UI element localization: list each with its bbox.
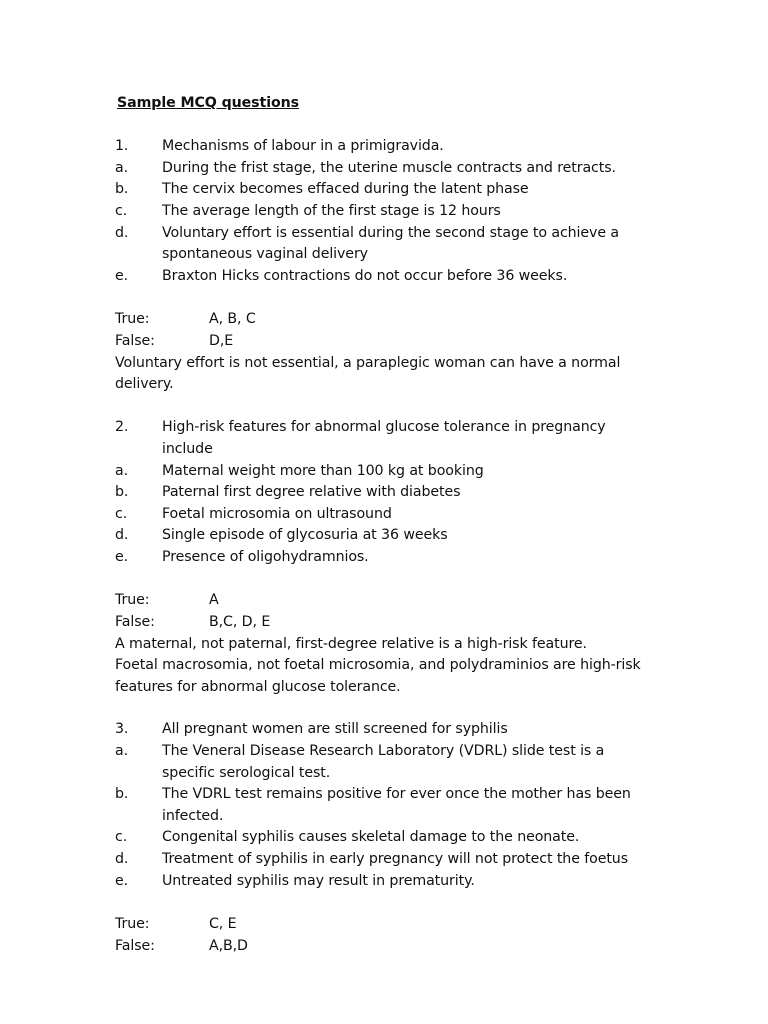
option-letter: e. [115, 267, 129, 284]
question-number: 2. [115, 419, 129, 435]
option-text: Treatment of syphilis in early pregnancy will not protect the foetus [162, 850, 628, 867]
option-letter: a. [115, 159, 129, 176]
explanation-text: A maternal, not paternal, first-degree relative is a high-risk feature. [115, 635, 587, 652]
false-answers: B,C, D, E [209, 613, 271, 630]
question-number: 3. [115, 721, 129, 737]
option-letter: b. [115, 786, 129, 802]
option-letter: d. [115, 224, 129, 241]
option-letter: b. [115, 181, 129, 197]
option-letter: b. [115, 484, 129, 500]
option-letter: c. [115, 202, 128, 219]
explanation-text: features for abnormal glucose tolerance. [115, 678, 401, 695]
option-text: spontaneous vaginal delivery [162, 246, 368, 262]
explanation-text: delivery. [115, 376, 174, 392]
option-text: specific serological test. [162, 764, 331, 781]
option-letter: a. [115, 462, 129, 479]
explanation-text: Voluntary effort is not essential, a paraplegic woman can have a normal [115, 354, 621, 371]
false-label: False: [115, 613, 155, 630]
question-number: 1. [115, 138, 129, 154]
option-letter: d. [115, 850, 129, 867]
option-text: Foetal microsomia on ultrasound [162, 505, 392, 522]
option-text: The Veneral Disease Research Laboratory (VDRL) slide test is a [162, 743, 605, 759]
true-answers: C, E [209, 916, 237, 932]
true-label: True: [115, 916, 150, 932]
false-label: False: [115, 332, 155, 349]
false-label: False: [115, 937, 155, 954]
option-text: The VDRL test remains positive for ever once the mother has been [162, 786, 631, 802]
option-letter: e. [115, 548, 129, 565]
false-answers: D,E [209, 332, 234, 349]
explanation-text: Foetal macrosomia, not foetal microsomia, and polydraminios are high-risk [115, 657, 641, 673]
option-letter: c. [115, 829, 128, 845]
question-text: Mechanisms of labour in a primigravida. [162, 138, 444, 154]
false-answers: A,B,D [209, 937, 248, 954]
true-answers: A, B, C [209, 311, 256, 327]
true-label: True: [115, 592, 150, 608]
question-text: High-risk features for abnormal glucose tolerance in pregnancy [162, 419, 606, 435]
true-answers: A [209, 592, 219, 608]
option-text: infected. [162, 807, 224, 824]
option-letter: c. [115, 505, 128, 522]
option-letter: d. [115, 527, 129, 543]
option-text: Braxton Hicks contractions do not occur before 36 weeks. [162, 267, 568, 284]
option-text: Congenital syphilis causes skeletal damage to the neonate. [162, 829, 580, 845]
option-text: Voluntary effort is essential during the second stage to achieve a [162, 224, 619, 241]
option-letter: a. [115, 743, 129, 759]
option-text: The average length of the first stage is 12 hours [162, 202, 501, 219]
question-text: include [162, 440, 213, 457]
true-label: True: [115, 311, 150, 327]
option-letter: e. [115, 872, 129, 889]
option-text: Single episode of glycosuria at 36 weeks [162, 527, 448, 543]
option-text: Presence of oligohydramnios. [162, 548, 369, 565]
option-text: Maternal weight more than 100 kg at booking [162, 462, 484, 479]
option-text: Paternal first degree relative with diabetes [162, 484, 461, 500]
option-text: The cervix becomes effaced during the latent phase [162, 181, 529, 197]
page-title: Sample MCQ questions [117, 95, 299, 111]
option-text: Untreated syphilis may result in prematurity. [162, 872, 475, 889]
option-text: During the frist stage, the uterine muscle contracts and retracts. [162, 159, 616, 176]
question-text: All pregnant women are still screened for syphilis [162, 721, 508, 737]
